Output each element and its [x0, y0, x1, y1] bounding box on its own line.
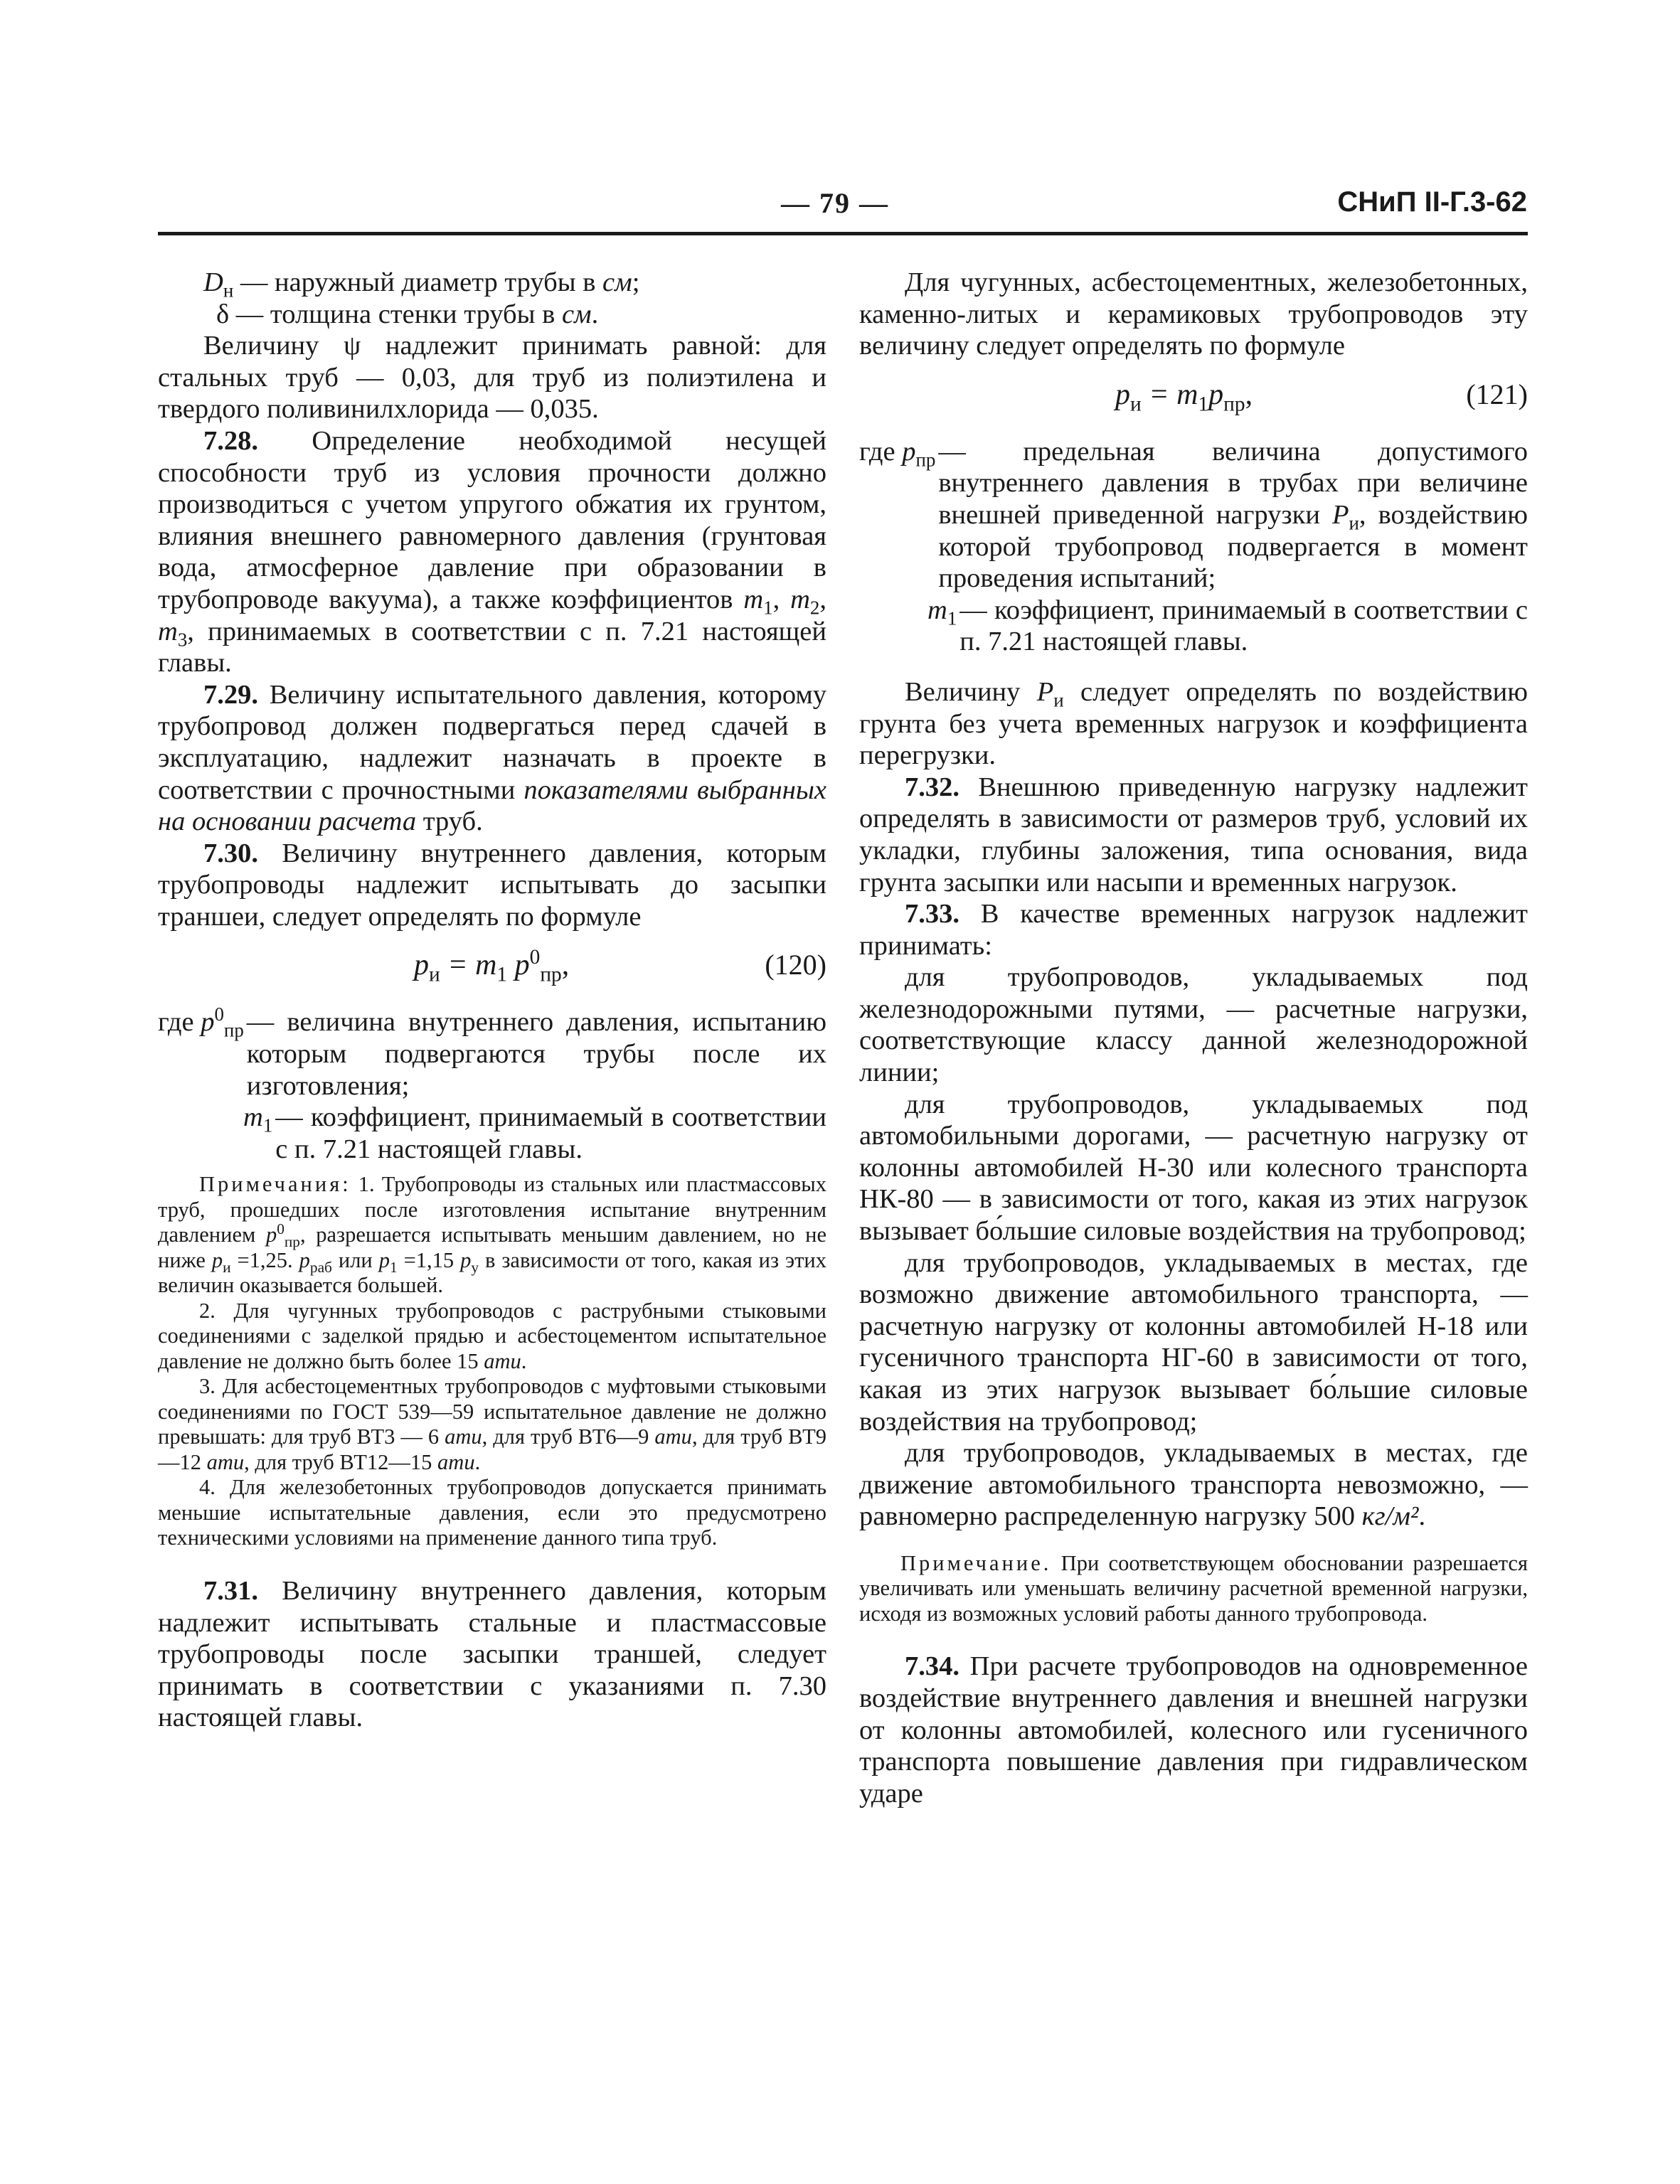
section-7-32: 7.32. Внешнюю приведенную нагрузку надлежит определять в зависимости от размеров труб, условий их укладки, глубины заложения, типа основания, вида грунта засыпки или насыпи и временных нагрузок.: [859, 772, 1528, 897]
formula-121-number: (121): [1466, 378, 1528, 410]
note-3: 3. Для асбестоцементных трубопроводов с муфтовыми стыковыми соединениями по ГОСТ 539—59 испытательное давление не должно превышать: для труб ВТ3 — 6 ати, для труб ВТ6—9 ати, для труб ВТ9—12 ати, для труб ВТ12—15 ати.: [158, 1374, 826, 1474]
definition-delta: δ — толщина стенки трубы в см.: [216, 299, 599, 329]
list-item-railway: для трубопроводов, укладываемых под железнодорожными путями, — расчетные нагрузки, соответствующие классу данной железнодорожной линии;: [859, 962, 1528, 1088]
paragraph-psi: Величину ψ надлежит принимать равной: для стальных труб — 0,03, для труб из полиэтилена и твердого поливинилхлорида — 0,035.: [158, 331, 826, 425]
page-number: — 79 —: [781, 187, 889, 219]
header-rule: [158, 232, 1528, 235]
paragraph-intro: Для чугунных, асбестоцементных, железобетонных, каменно-литых и керамиковых трубопроводов эту величину следует определять по формуле: [859, 267, 1528, 361]
list-item-highway: для трубопроводов, укладываемых под автомобильными дорогами, — расчетную нагрузку от колонны автомобилей Н-30 или колесного транспорта НК-80 — в зависимости от того, какая из этих нагрузок вызывает бо́льшие силовые воздействия на трубопровод;: [859, 1089, 1528, 1247]
document-code: СНиП II-Г.3-62: [1337, 186, 1527, 218]
left-column: [158, 267, 826, 1734]
section-7-30: 7.30. Величину внутреннего давления, которым трубопроводы надлежит испытывать до засыпки траншеи, следует определять по формуле: [158, 838, 826, 932]
paragraph-pn: Величину $P_и$ следует определять по воздействию грунта без учета временных нагрузок и коэффициента перегрузки.: [859, 676, 1528, 771]
list-item-road-traffic: для трубопроводов, укладываемых в местах, где возможно движение автомобильного транспорта, — расчетную нагрузку от колонны автомобилей Н-18 или гусеничного транспорта НГ-60 в зависимости от того, какая из этих нагрузок вызывает бо́льшие силовые воздействия на трубопровод;: [859, 1247, 1528, 1437]
section-7-29: 7.29. Величину испытательного давления, которому трубопровод должен подвергаться перед сдачей в эксплуатацию, надлежит назначать в проекте в соответствии с прочностными показателями выбранных на основании расчета труб.: [158, 679, 826, 837]
where-m1: $m_1$ — коэффициент, принимаемый в соответствии с п. 7.21 настоящей главы.: [243, 1102, 826, 1164]
section-7-31: 7.31. Величину внутреннего давления, которым надлежит испытывать стальные и пластмассовые трубопроводы после засыпки траншей, следует принимать в соответствии с указаниями п. 7.30 настоящей главы.: [158, 1575, 826, 1733]
formula-120-number: (120): [765, 949, 826, 981]
formula-121: [859, 372, 1528, 429]
formula-121-expression: $p_и = m_1p_{пр}$,: [1115, 378, 1253, 416]
where-m1-right: $m_1$ — коэффициент, принимаемый в соответствии с п. 7.21 настоящей главы.: [927, 595, 1528, 657]
formula-120: [158, 942, 826, 999]
right-column: [859, 267, 1528, 1809]
section-7-34: 7.34. При расчете трубопроводов на одновременное воздействие внутреннего давления и внешней нагрузки от колонны автомобилей, колесного или гусеничного транспорта повышение давления при гидравлическом ударе: [859, 1651, 1528, 1809]
note-right: Примечание. При соответствующем обосновании разрешается увеличивать или уменьшать величину расчетной временной нагрузки, исходя из возможных условий работы данного трубопровода.: [859, 1550, 1528, 1626]
formula-120-expression: $p_и = m_1$ $p^0_{пр}$,: [414, 946, 570, 986]
note-4: 4. Для железобетонных трубопроводов допускается принимать меньшие испытательные давления, если это предусмотрено техническими условиями на применение данного типа труб.: [158, 1475, 826, 1550]
where-p0pr: где $p^0_{пр}$ — величина внутреннего давления, испытанию которым подвергаются трубы после их изготовления;: [158, 1003, 826, 1101]
definition-dn: $D_н$ — наружный диаметр трубы в см;: [203, 267, 640, 302]
note-2: 2. Для чугунных трубопроводов с раструбными стыковыми соединениями с заделкой прядью и асбестоцементом испытательное давление не должно быть более 15 ати.: [158, 1298, 826, 1373]
section-7-28: 7.28. Определение необходимой несущей способности труб из условия прочности должно производиться с учетом упругого обжатия их грунтом, влияния внешнего равномерного давления (грунтовая вода, атмосферное давление при образовании в трубопроводе вакуума), а также коэффициентов $m_1$, $m_2$, $m_3$, принимаемых в соответствии с п. 7.21 настоящей главы.: [158, 425, 826, 678]
note-1: Примечания: 1. Трубопроводы из стальных или пластмассовых труб, прошедших после изготовления испытание внутренним давлением $p^0_{пр}$, разрешается испытывать меньшим давлением, но не ниже $p_и =1,25$. $p_{раб}$ или $p_1 =1,15$ $p_у$ в зависимости от того, какая из этих величин оказывается большей.: [158, 1172, 826, 1298]
where-ppr: где $p_{пр}$ — предельная величина допустимого внутреннего давления в трубах при величине внешней приведенной нагрузки $P_и$, воздействию которой трубопровод подвергается в момент проведения испытаний;: [859, 436, 1528, 594]
section-7-33: 7.33. В качестве временных нагрузок надлежит принимать:: [859, 899, 1528, 961]
list-item-no-traffic: для трубопроводов, укладываемых в местах, где движение автомобильного транспорта невозможно, — равномерно распределенную нагрузку 500 кг/м².: [859, 1438, 1528, 1532]
